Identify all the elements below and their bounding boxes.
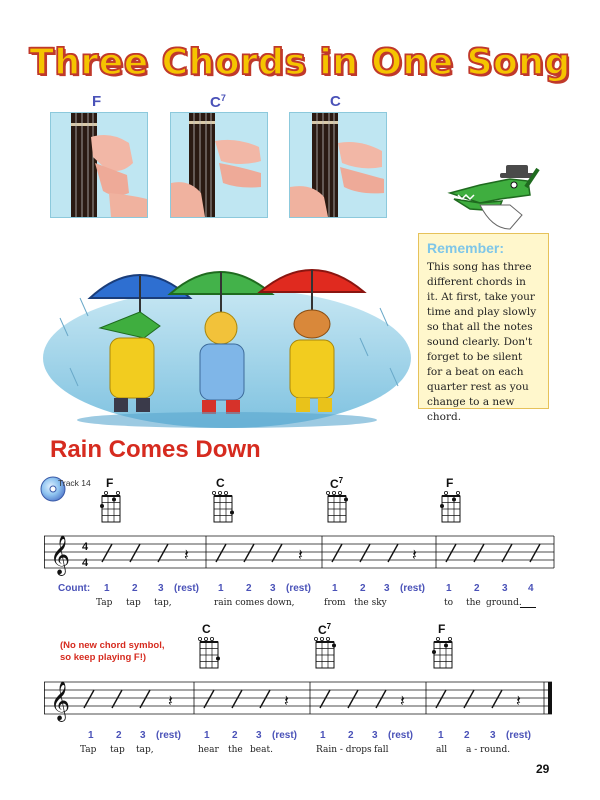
chord-diagram-f: [432, 636, 456, 670]
keep-playing-note: (No new chord symbol, so keep playing F!): [60, 640, 165, 663]
row2-count: 1: [88, 730, 94, 741]
row1-count: 1: [446, 583, 452, 594]
row1-count: 1: [104, 583, 110, 594]
row2-count: (rest): [272, 730, 298, 741]
svg-text:𝄽: 𝄽: [400, 691, 405, 710]
row1-count: (rest): [174, 583, 200, 594]
row2-lyric: Tap: [80, 745, 97, 755]
row2-count: 2: [464, 730, 470, 741]
chord-diagram-f2: [440, 490, 464, 524]
svg-text:𝄽: 𝄽: [168, 691, 173, 710]
row1-chord-c7: $C^7$: [330, 476, 344, 491]
row1-lyric: to: [444, 598, 454, 608]
page-number: 29: [536, 762, 550, 776]
svg-text:𝄽: 𝄽: [284, 691, 289, 710]
row2-count: 2: [116, 730, 122, 741]
svg-text:𝄞: 𝄞: [50, 535, 71, 575]
chord-label-c7: $C^7$: [210, 93, 226, 111]
row1-chord-c: C: [216, 476, 225, 490]
svg-text:𝄞: 𝄞: [50, 681, 71, 721]
row1-lyric: ground.: [486, 598, 522, 608]
row2-lyric: hear: [198, 745, 219, 755]
row1-lyric: the sky: [354, 598, 387, 608]
svg-text:𝄽: 𝄽: [298, 545, 303, 564]
row2-lyric: beat.: [250, 745, 273, 755]
row1-lyric: the: [466, 598, 481, 608]
row2-count: 1: [320, 730, 326, 741]
row1-count: 4: [528, 583, 534, 594]
row1-count: 1: [218, 583, 224, 594]
row2-count: 1: [204, 730, 210, 741]
row2-lyric: the: [228, 745, 243, 755]
remember-box: [418, 233, 549, 423]
row2-lyric: tap: [110, 745, 125, 755]
row2-count: 3: [140, 730, 146, 741]
rain-illustration: [40, 258, 414, 438]
svg-text:4: 4: [82, 557, 89, 569]
row1-count: 2: [360, 583, 366, 594]
photo-c-chord: [289, 112, 387, 218]
row1-lyric: rain comes down,: [214, 598, 295, 608]
row2-chord-f: F: [438, 622, 446, 636]
staff-row1: [44, 528, 556, 576]
row1-count: (rest): [400, 583, 426, 594]
chord-diagram-f: [100, 490, 124, 524]
row1-count: 2: [246, 583, 252, 594]
row2-lyric: Rain - drops: [316, 745, 372, 755]
chord-label-f: F: [92, 93, 102, 110]
row2-lyric: fall: [374, 745, 389, 755]
page-title: Three Chords in One Song: [29, 42, 571, 83]
row2-chord-c: C: [202, 622, 211, 636]
row2-count: 2: [232, 730, 238, 741]
row2-lyric: a - round.: [466, 745, 511, 755]
photo-c7-chord: [170, 112, 268, 218]
svg-text:4: 4: [82, 541, 89, 553]
row1-count: 2: [474, 583, 480, 594]
row1-lyric: Tap: [96, 598, 113, 608]
row1-chord-f: F: [106, 476, 114, 490]
row2-count: (rest): [506, 730, 532, 741]
svg-text:𝄽: 𝄽: [184, 545, 189, 564]
row2-lyric: all: [436, 745, 448, 755]
svg-text:𝄽: 𝄽: [516, 691, 521, 710]
chord-diagram-c: [198, 636, 222, 670]
row2-count: 1: [438, 730, 444, 741]
row2-count: 2: [348, 730, 354, 741]
row1-count: 3: [158, 583, 164, 594]
row1-lyric: from: [324, 598, 346, 608]
row2-count: (rest): [388, 730, 414, 741]
staff-row2: [44, 674, 556, 722]
track-label: Track 14: [58, 478, 91, 488]
svg-text:𝄽: 𝄽: [412, 545, 417, 564]
row2-lyric: tap,: [136, 745, 154, 755]
row1-count: (rest): [286, 583, 312, 594]
row2-count: 3: [490, 730, 496, 741]
row1-count: 2: [132, 583, 138, 594]
row1-count: 1: [332, 583, 338, 594]
chord-label-c: C: [330, 93, 341, 110]
row1-chord-f2: F: [446, 476, 454, 490]
row1-count: 3: [502, 583, 508, 594]
chord-diagram-c7: [326, 490, 350, 524]
alligator-illustration: [440, 165, 540, 235]
row1-lyric: tap,: [154, 598, 172, 608]
row1-count: 3: [270, 583, 276, 594]
song-title: Rain Comes Down: [50, 436, 261, 463]
row1-count: 3: [384, 583, 390, 594]
row1-lyric: tap: [126, 598, 141, 608]
count-label: Count:: [58, 583, 91, 594]
row2-count: 3: [256, 730, 262, 741]
chord-diagram-c7: [314, 636, 338, 670]
row2-count: 3: [372, 730, 378, 741]
remember-title: Remember:: [427, 240, 505, 256]
chord-diagram-c: [212, 490, 236, 524]
photo-f-chord: [50, 112, 148, 218]
row2-chord-c7: $C^7$: [318, 622, 332, 637]
lyric-extender: [520, 607, 536, 608]
row2-count: (rest): [156, 730, 182, 741]
remember-text: This song has three different chords in it. At first, take your time and play slowly so that all the notes sound clearly. Don't forget to be silent for a beat on each quarter rest as you change to a new chord.: [427, 261, 537, 423]
